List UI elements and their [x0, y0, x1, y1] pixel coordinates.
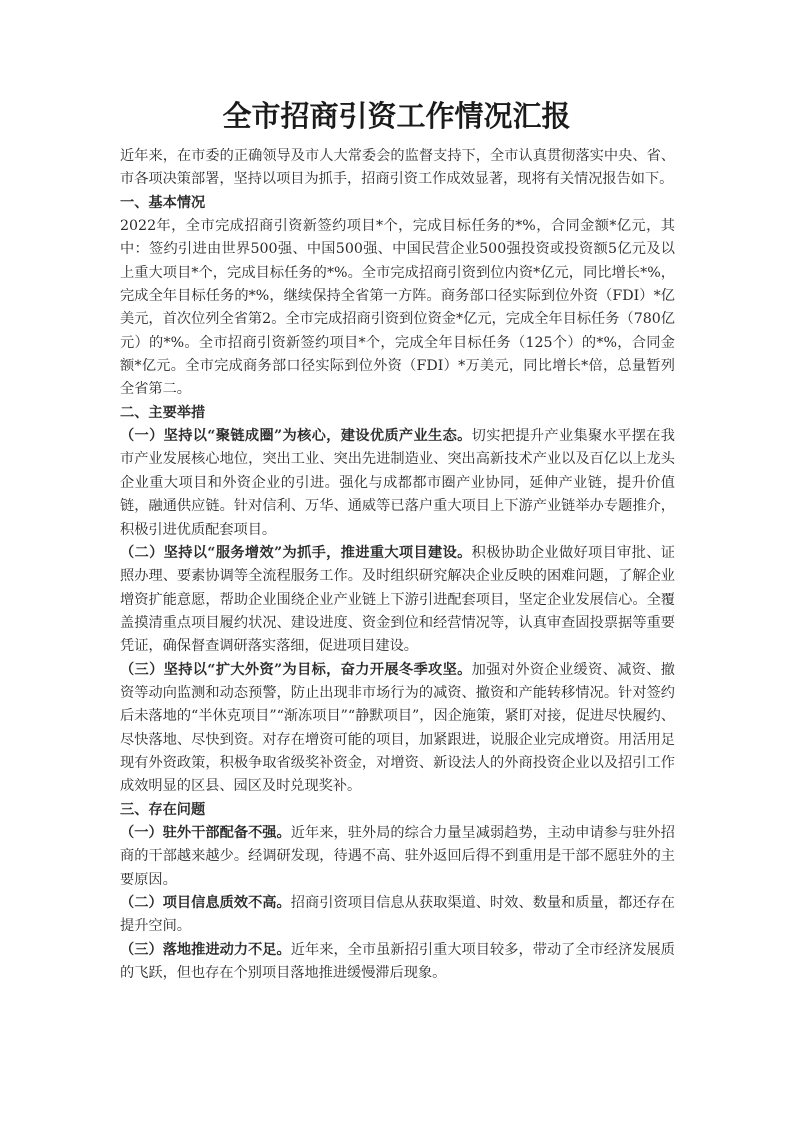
problem-lead-2: （二）项目信息质效不高。: [120, 895, 291, 911]
problem-paragraph-3: [120, 939, 675, 986]
document-body: [120, 145, 675, 985]
measure-paragraph-1: [120, 425, 675, 542]
intro-paragraph: 近年来，在市委的正确领导及市人大常委会的监督支持下，全市认真贯彻落实中央、省、市各项决策部署，坚持以项目为抓手，招商引资工作成效显著，现将有关情况报告如下。: [120, 148, 675, 188]
problem-text-2: 招商引资项目信息从获取渠道、时效、数量和质量，都还存在提升空间。: [120, 895, 675, 935]
basic-situation-paragraph: 2022年，全市完成招商引资新签约项目*个，完成目标任务的*%，合同金额*亿元，其中：签约引进由世界500强、中国500强、中国民营企业500强投资或投资额5亿元及以上重大项目*个，完成目标任务的*%。全市完成招商引资到位内资*亿元，同比增长*%，完成全年目标任务的*%，继续保持全省第一方阵。商务部口径实际到位外资（FDI）*亿美元，首次位列全省第2。全市完成招商引资到位资金*亿元，完成全年目标任务（780亿元）的*%。全市招商引资新签约项目*个，完成全年目标任务（125个）的*%，合同金额*亿元。全市完成商务部口径实际到位外资（FDI）*万美元，同比增长*倍，总量暂列全省第二。: [120, 218, 675, 398]
measure-text-2: 积极协助企业做好项目审批、证照办理、要素协调等全流程服务工作。及时组织研究解决企业反映的困难问题，了解企业增资扩能意愿，帮助企业围绕企业产业链上下游引进配套项目，坚定企业发展信心。全覆盖摸清重点项目履约状况、建设进度、资金到位和经营情况等，认真审查固投票据等重要凭证，确保督查调研落实落细，促进项目建设。: [120, 544, 675, 655]
measure-paragraph-2: [120, 542, 675, 659]
measure-lead-1: （一）坚持以“聚链成圈”为核心，建设优质产业生态。: [120, 428, 472, 445]
problem-paragraph-1: [120, 822, 675, 892]
section-heading-measures: 二、主要举措: [120, 404, 206, 421]
document-title: 全市招商引资工作情况汇报: [222, 99, 571, 133]
problem-lead-3: （三）落地推进动力不足。: [120, 941, 291, 958]
measure-text-1: 切实把提升产业集聚水平摆在我市产业发展核心地位，突出工业、突出先进制造业、突出高新技术产业以及百亿以上龙头企业重大项目和外资企业的引进。强化与成都都市圈产业协同，延伸产业链，提升价值链，融通供应链。针对信利、万华、通威等已落户重大项目上下游产业链举办专题推介，积极引进优质配套项目。: [120, 428, 675, 538]
measure-paragraph-3: [120, 659, 675, 799]
section-heading-problems: 三、存在问题: [120, 801, 206, 818]
measure-lead-2: （二）坚持以“服务增效”为抓手，推进重大项目建设。: [120, 544, 472, 561]
problem-paragraph-2: [120, 892, 675, 939]
problem-text-1: 近年来，驻外局的综合力量呈减弱趋势，主动申请参与驻外招商的干部越来越少。经调研发现，待遇不高、驻外返回后得不到重用是干部不愿驻外的主要原因。: [120, 824, 675, 888]
measure-text-3: 加强对外资企业缓资、减资、撤资等动向监测和动态预警，防止出现非市场行为的减资、撤资和产能转移情况。针对签约后未落地的“半休克项目”“渐冻项目”“静默项目”，因企施策，紧盯对接，促进尽快履约、尽快落地、尽快到资。对存在增资可能的项目，加紧跟进，说服企业完成增资。用活用足现有外资政策，积极争取省级奖补资金，对增资、新设法人的外商投资企业以及招引工作成效明显的区县、园区及时兑现奖补。: [120, 661, 675, 795]
problem-text-3: 近年来，全市虽新招引重大项目较多，带动了全市经济发展质的飞跃，但也存在个别项目落地推进缓慢滞后现象。: [120, 941, 675, 982]
section-heading-basic: 一、基本情况: [120, 194, 206, 211]
measure-lead-3: （三）坚持以“扩大外资”为目标，奋力开展冬季攻坚。: [120, 661, 472, 678]
problem-lead-1: （一）驻外干部配备不强。: [120, 824, 291, 841]
